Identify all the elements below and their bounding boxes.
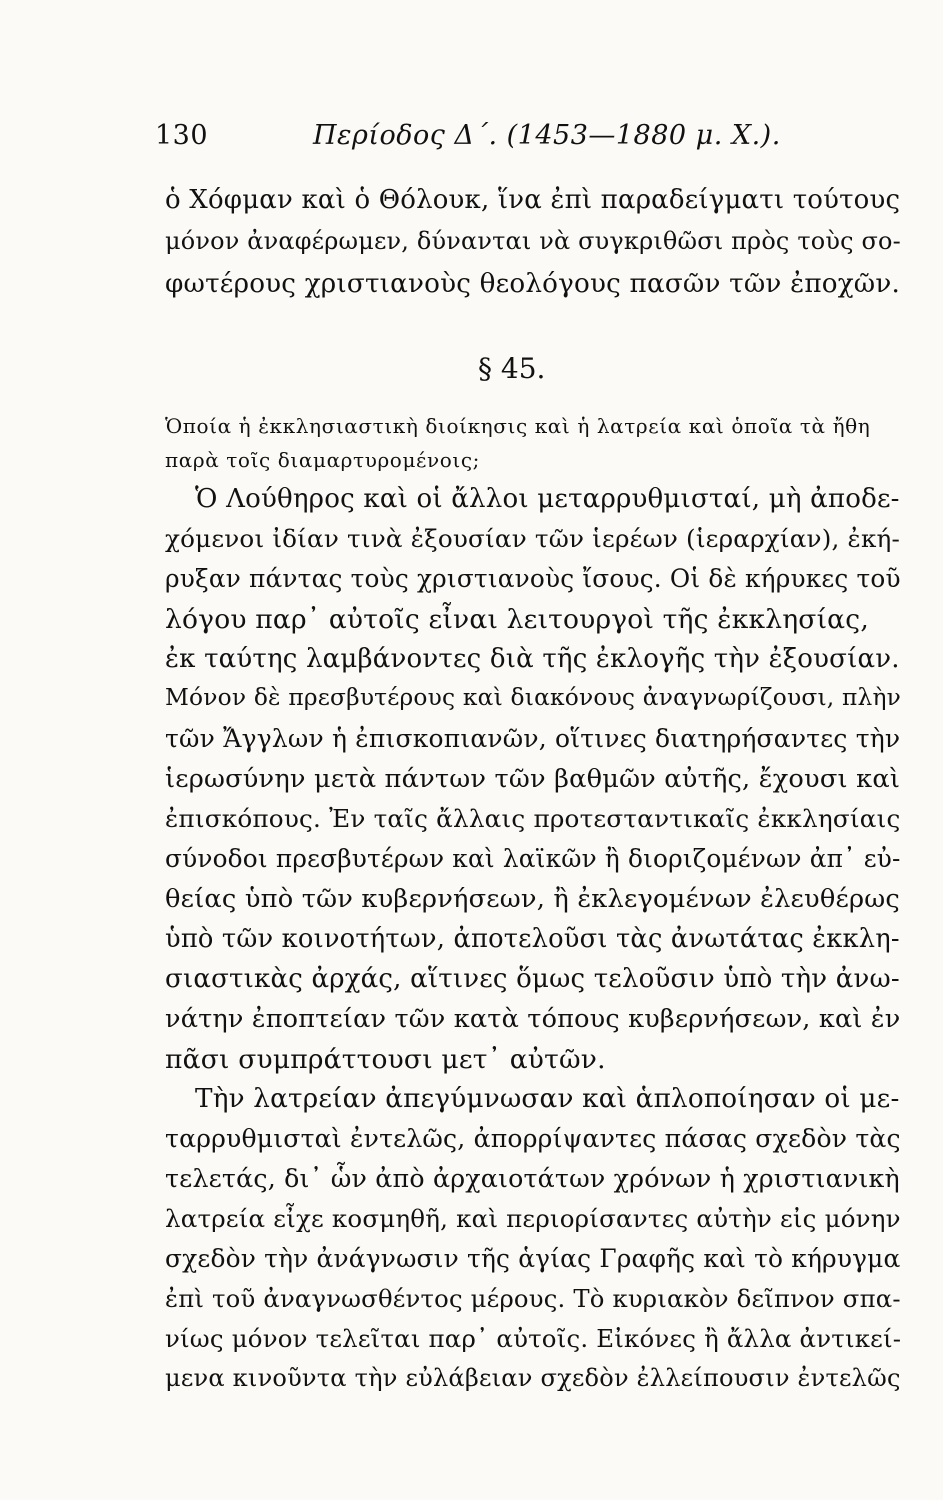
text-line: φωτέρους χριστιανοὺς θεολόγους πασῶν τῶν ἐποχῶν. (165, 269, 901, 299)
text-line: νίως μόνον τελεῖται παρ᾽ αὐτοῖς. Εἰκόνες ἢ ἄλλα ἀντικεί- (165, 1324, 902, 1353)
text-line: ἐπὶ τοῦ ἀναγνωσθέντος μέρους. Τὸ κυριακὸν δεῖπνον σπα- (165, 1284, 901, 1313)
section-question-line: παρὰ τοῖς διαμαρτυρομένοις; (165, 448, 480, 472)
section-question-line: Ὁποία ἡ ἐκκλησιαστικὴ διοίκησις καὶ ἡ λατρεία καὶ ὁποῖα τὰ ἤθη (165, 414, 871, 438)
running-head: Περίοδος Δ΄. (1453—1880 μ. Χ.). (313, 120, 781, 151)
text-line: πᾶσι συμπράττουσι μετ᾽ αὐτῶν. (165, 1044, 606, 1075)
text-line: Μόνον δὲ πρεσβυτέρους καὶ διακόνους ἀναγνωρίζουσι, πλὴν (165, 684, 901, 711)
text-line: σχεδὸν τὴν ἀνάγνωσιν τῆς ἁγίας Γραφῆς καὶ τὸ κήρυγμα (165, 1244, 901, 1273)
text-line: ταρρυθμισταὶ ἐντελῶς, ἀπορρίψαντες πάσας σχεδὸν τὰς (165, 1124, 901, 1153)
text-line: τῶν Ἄγγλων ἡ ἐπισκοπιανῶν, οἵτινες διατηρήσαντες τὴν (165, 724, 901, 753)
text-line: χόμενοι ἰδίαν τινὰ ἐξουσίαν τῶν ἱερέων (ἱεραρχίαν), ἐκή- (165, 524, 901, 553)
text-line: λατρεία εἶχε κοσμηθῆ, καὶ περιορίσαντες αὐτὴν εἰς μόνην (165, 1204, 901, 1233)
text-line: Ὁ Λούθηρος καὶ οἱ ἄλλοι μεταρρυθμισταί, μὴ ἀποδε- (195, 484, 900, 514)
text-line: Τὴν λατρείαν ἀπεγύμνωσαν καὶ ἁπλοποίησαν οἱ με- (195, 1084, 900, 1114)
section-heading: § 45. (478, 352, 546, 385)
text-line: ὑπὸ τῶν κοινοτήτων, ἀποτελοῦσι τὰς ἀνωτάτας ἐκκλη- (165, 924, 900, 954)
text-line: μενα κινοῦντα τὴν εὐλάβειαν σχεδὸν ἐλλείπουσιν ἐντελῶς (165, 1364, 901, 1392)
text-line: μόνον ἀναφέρωμεν, δύνανται νὰ συγκριθῶσι πρὸς τοὺς σο- (165, 227, 901, 255)
text-line: θείας ὑπὸ τῶν κυβερνήσεων, ἢ ἐκλεγομένων ἐλευθέρως (165, 884, 900, 914)
text-line: ἱερωσύνην μετὰ πάντων τῶν βαθμῶν αὐτῆς, ἔχουσι καὶ (165, 764, 901, 794)
text-line: ὁ Χόφμαν καὶ ὁ Θόλουκ, ἵνα ἐπὶ παραδείγματι τούτους (165, 185, 901, 215)
text-line: ρυξαν πάντας τοὺς χριστιανοὺς ἴσους. Οἱ δὲ κήρυκες τοῦ (165, 564, 901, 593)
text-line: τελετάς, δι᾽ ὧν ἀπὸ ἀρχαιοτάτων χρόνων ἡ χριστιανικὴ (165, 1164, 900, 1193)
text-line: σύνοδοι πρεσβυτέρων καὶ λαϊκῶν ἢ διοριζομένων ἀπ᾽ εὐ- (165, 844, 901, 873)
text-line: λόγου παρ᾽ αὐτοῖς εἶναι λειτουργοὶ τῆς ἐκκλησίας, (165, 604, 869, 635)
text-line: νάτην ἐποπτείαν τῶν κατὰ τόπους κυβερνήσεων, καὶ ἐν (165, 1004, 901, 1034)
text-line: ἐπισκόπους. Ἐν ταῖς ἄλλαις προτεσταντικαῖς ἐκκλησίαις (165, 804, 901, 833)
page-number: 130 (155, 120, 209, 151)
text-line: ἐκ ταύτης λαμβάνοντες διὰ τῆς ἐκλογῆς τὴν ἐξουσίαν. (165, 644, 900, 674)
text-line: σιαστικὰς ἀρχάς, αἵτινες ὅμως τελοῦσιν ὑπὸ τὴν ἀνω- (165, 964, 900, 994)
